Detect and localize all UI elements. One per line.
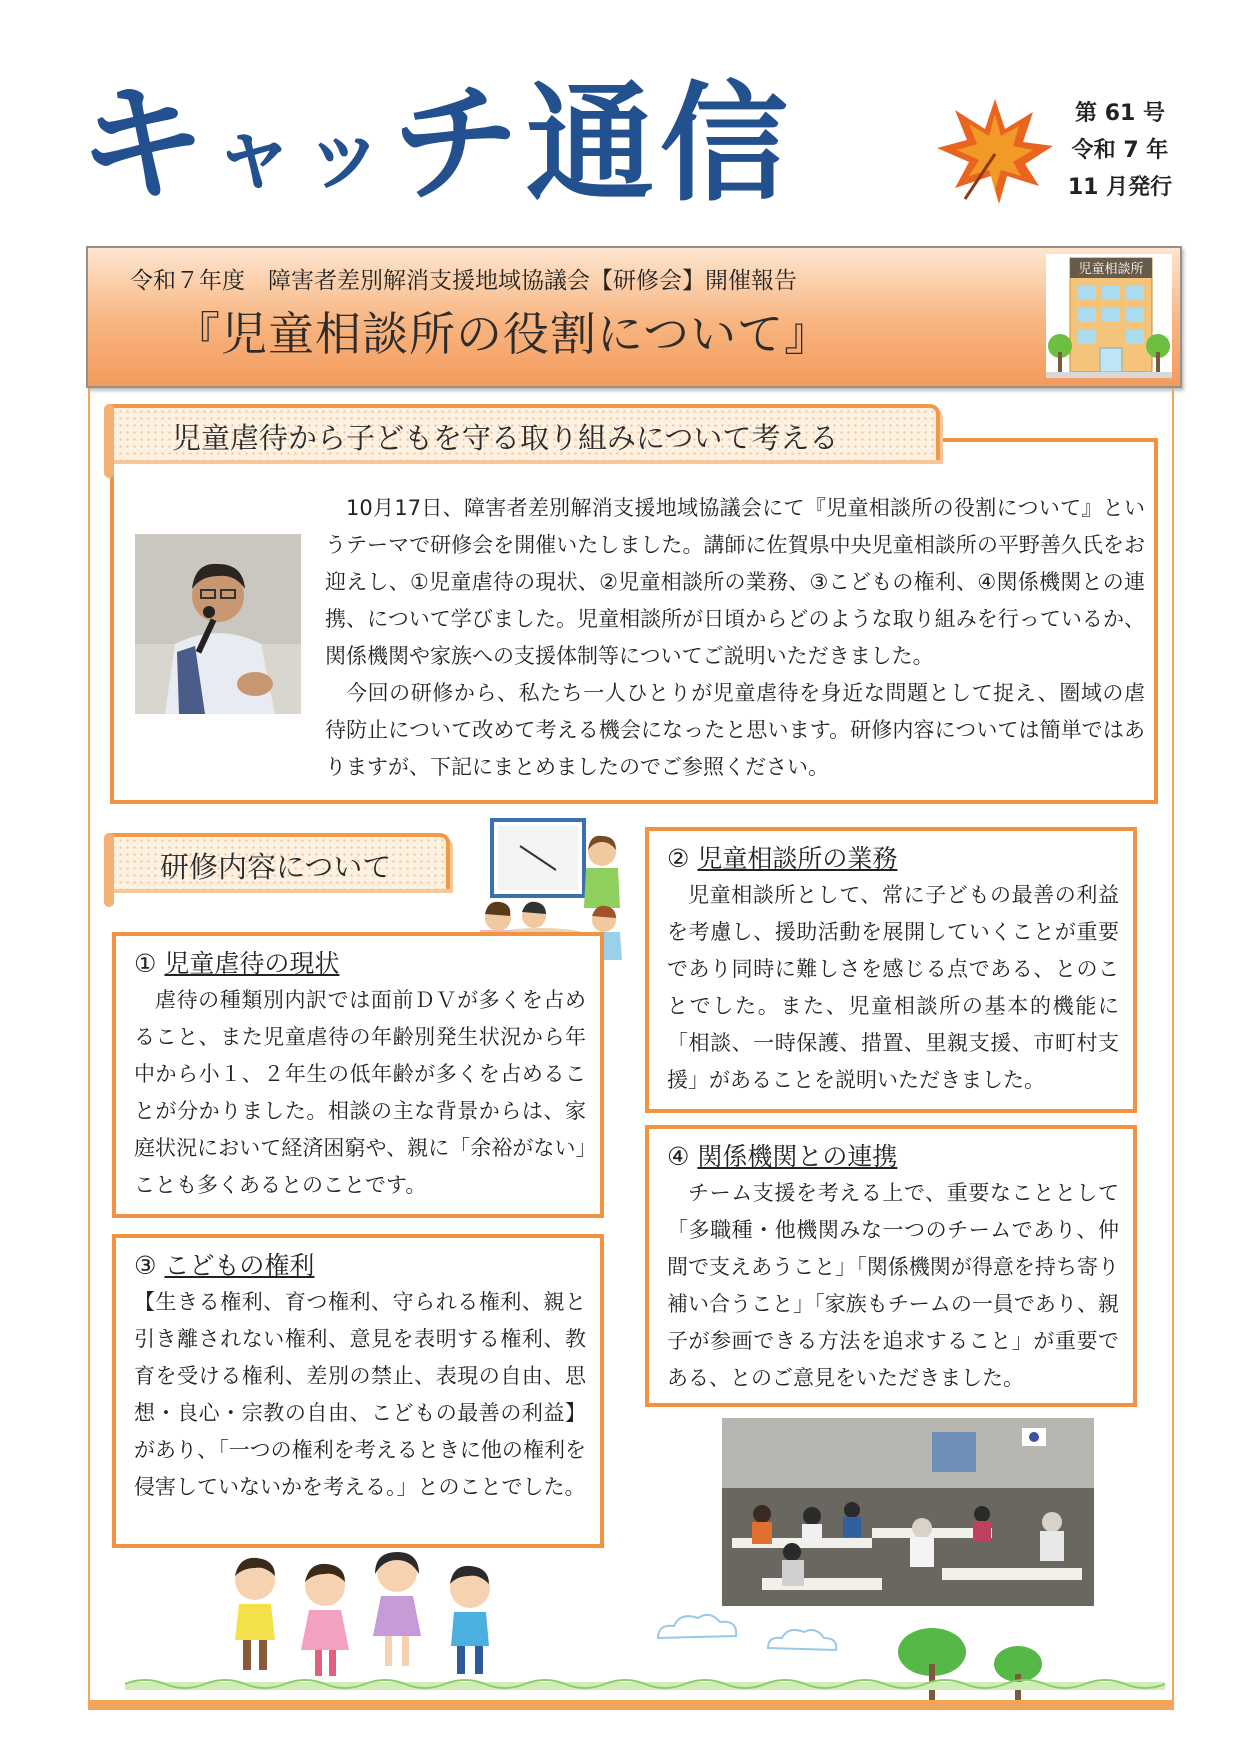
topic-box-2	[645, 827, 1137, 1113]
topic-heading	[667, 1137, 897, 1173]
intro-heading: 児童虐待から子どもを守る取り組みについて考える	[110, 404, 940, 460]
issue-month: 11 月発行	[1067, 175, 1173, 200]
title-rest: チ通信	[392, 70, 795, 219]
training-contents-heading: 研修内容について	[110, 833, 450, 889]
topic-box-1	[112, 932, 604, 1218]
intro-paragraph-2: 今回の研修から、私たち一人ひとりが児童虐待を身近な問題として捉え、圏域の虐待防止について改めて考える機会になったと思います。研修内容については簡単ではありますが、下記にまとめましたのでご参照ください。	[325, 681, 1145, 779]
children-illustration	[225, 1552, 515, 1682]
bottom-border	[88, 1700, 1174, 1708]
seminar-photo	[722, 1418, 1094, 1606]
topic-title: 児童相談所の業務	[697, 844, 898, 873]
banner-title: 『児童相談所の役割について』	[174, 307, 832, 361]
building-sign: 児童相談所	[1078, 262, 1144, 277]
lecturer-photo	[135, 534, 301, 714]
topic-heading	[667, 839, 897, 875]
title-char-tsu: ッ	[302, 104, 393, 202]
topic-number: ②	[667, 844, 690, 873]
issue-info	[1055, 95, 1185, 206]
maple-leaf-icon	[930, 92, 1060, 212]
issue-number: 第 61 号	[1075, 101, 1165, 126]
topic-number: ③	[134, 1251, 157, 1280]
grass-strip	[125, 1676, 1165, 1690]
topic-heading	[134, 944, 339, 980]
heading-scroll-edge	[104, 833, 114, 907]
topic-title: こどもの権利	[164, 1251, 315, 1280]
heading-scroll-edge	[104, 404, 114, 478]
report-banner	[86, 246, 1182, 388]
topic-body: 児童相談所として、常に子どもの最善の利益を考慮し、援助活動を展開していくことが重要であり同時に難しさを感じる点である、とのことでした。また、児童相談所の基本的機能に「相談、一時保護、措置、里親支援、市町村支援」があることを説明いただきました。	[667, 883, 1119, 1092]
topic-box-3	[112, 1234, 604, 1548]
topic-title: 児童虐待の現状	[164, 949, 340, 978]
topic-number: ④	[667, 1142, 690, 1171]
title-char-ya: ャ	[212, 104, 303, 202]
topic-body: 【生きる権利、育つ権利、守られる権利、親と引き離されない権利、意見を表明する権利、教育を受ける権利、差別の禁止、表現の自由、思想・良心・宗教の自由、こどもの最善の利益】があり、「一つの権利を考えるときに他の権利を侵害していないかを考える。」とのことでした。	[134, 1290, 586, 1499]
topic-body: 虐待の種類別内訳では面前ＤＶが多くを占めること、また児童虐待の年齢別発生状況から年中から小１、２年生の低年齢が多くを占めることが分かりました。相談の主な背景からは、家庭状況において経済困窮や、親に「余裕がない」ことも多くあるとのことです。	[134, 988, 586, 1197]
child-guidance-center-building-icon	[1046, 254, 1172, 378]
topic-body: チーム支援を考える上で、重要なこととして「多職種・他機関みな一つのチームであり、仲間で支えあうこと」「関係機関が得意を持ち寄り補い合うこと」「家族もチームの一員であり、親子が参画できる方法を追求すること」が重要である、とのご意見をいただきました。	[667, 1181, 1119, 1390]
trees-decoration	[892, 1624, 1062, 1704]
newsletter-title	[78, 70, 958, 220]
issue-year: 令和 7 年	[1071, 138, 1169, 163]
title-char-ki: キ	[78, 70, 213, 219]
clouds-decoration	[648, 1604, 848, 1664]
intro-body	[325, 490, 1145, 786]
topic-title: 関係機関との連携	[697, 1142, 898, 1171]
topic-number: ①	[134, 949, 157, 978]
topic-box-4	[645, 1125, 1137, 1407]
intro-paragraph-1: 10月17日、障害者差別解消支援地域協議会にて『児童相談所の役割について』というテーマで研修会を開催いたしました。講師に佐賀県中央児童相談所の平野善久氏をお迎えし、①児童虐待の現状、②児童相談所の業務、③こどもの権利、④関係機関との連携、について学びました。児童相談所が日頃からどのような取り組みを行っているか、関係機関や家族への支援体制等についてご説明いただきました。	[325, 496, 1145, 668]
topic-heading	[134, 1246, 314, 1282]
banner-subtitle: 令和７年度 障害者差別解消支援地域協議会【研修会】開催報告	[130, 268, 797, 294]
